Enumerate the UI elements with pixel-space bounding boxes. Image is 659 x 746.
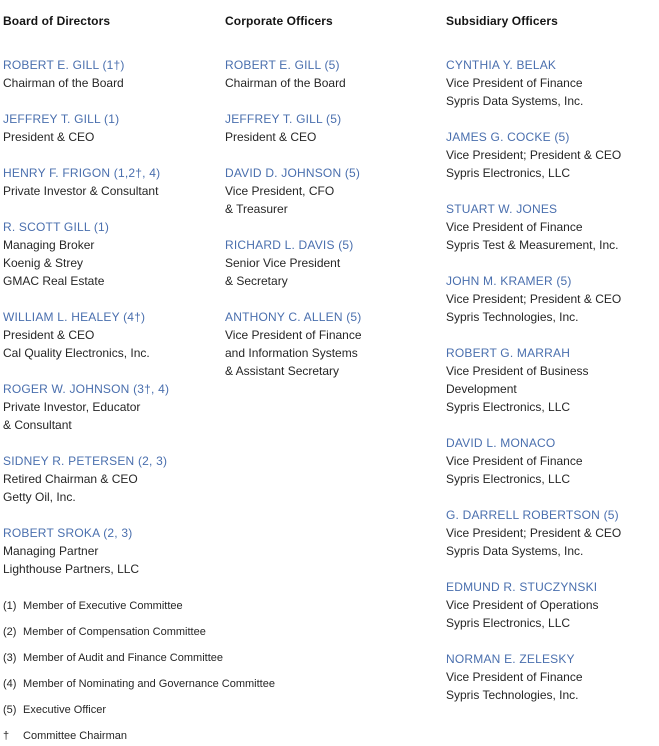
column-header-board-of-directors: Board of Directors — [3, 14, 111, 28]
officer-role-line: Vice President of Finance — [225, 328, 362, 342]
officer-name: HENRY F. FRIGON (1,2†, 4) — [3, 166, 161, 180]
officer-role-line: President & CEO — [3, 328, 95, 342]
officer-name: JAMES G. COCKE (5) — [446, 130, 570, 144]
officer-name: ROGER W. JOHNSON (3†, 4) — [3, 382, 170, 396]
officer-name: JEFFREY T. GILL (1) — [3, 112, 120, 126]
officer-name: JOHN M. KRAMER (5) — [446, 274, 572, 288]
officer-name: R. SCOTT GILL (1) — [3, 220, 110, 234]
officer-role-line: Sypris Technologies, Inc. — [446, 310, 579, 324]
officer-role-line: Private Investor, Educator — [3, 400, 141, 414]
officer-entry — [446, 344, 656, 416]
officer-role-line: Sypris Electronics, LLC — [446, 400, 571, 414]
footnote-text: Member of Executive Committee — [20, 600, 183, 612]
officer-entry — [3, 380, 215, 434]
officer-entry — [3, 218, 215, 290]
officer-name: ROBERT E. GILL (5) — [225, 58, 340, 72]
officer-role-line: Vice President of Finance — [446, 220, 583, 234]
officer-role-line: Cal Quality Electronics, Inc. — [3, 346, 150, 360]
officer-role-line: Managing Partner — [3, 544, 99, 558]
officer-role-line: Vice President; President & CEO — [446, 292, 622, 306]
footnote-line — [3, 676, 433, 693]
officer-entry — [3, 164, 215, 200]
officer-role-line: Sypris Electronics, LLC — [446, 166, 571, 180]
officer-role-line: Sypris Technologies, Inc. — [446, 688, 579, 702]
officer-role-line: Sypris Test & Measurement, Inc. — [446, 238, 619, 252]
officer-entry — [3, 452, 215, 506]
footnote-mark: (1) — [3, 600, 17, 612]
officer-name: SIDNEY R. PETERSEN (2, 3) — [3, 454, 168, 468]
officer-entry — [225, 308, 437, 380]
officer-name: ANTHONY C. ALLEN (5) — [225, 310, 362, 324]
officer-entry — [446, 506, 656, 560]
officer-role-line: & Secretary — [225, 274, 288, 288]
officer-role-line: Senior Vice President — [225, 256, 341, 270]
footnote-mark: (3) — [3, 652, 17, 664]
officer-role-line: Vice President of Finance — [446, 76, 583, 90]
officer-name: CYNTHIA Y. BELAK — [446, 58, 557, 72]
officer-entry — [3, 308, 215, 362]
officer-role-line: Private Investor & Consultant — [3, 184, 159, 198]
footnotes — [3, 598, 433, 746]
officer-role-line: Retired Chairman & CEO — [3, 472, 138, 486]
column-header-corporate-officers: Corporate Officers — [225, 14, 333, 28]
footnote-mark: (4) — [3, 678, 17, 690]
footnote-text: Member of Audit and Finance Committee — [20, 652, 223, 664]
footnote-text: Member of Compensation Committee — [20, 626, 206, 638]
officer-role-line: Vice President of Finance — [446, 670, 583, 684]
officer-role-line: & Consultant — [3, 418, 72, 432]
officer-entry — [446, 200, 656, 254]
officer-role-line: Sypris Electronics, LLC — [446, 472, 571, 486]
officer-role-line: Vice President; President & CEO — [446, 148, 622, 162]
officer-entry — [446, 650, 656, 704]
officer-entry — [3, 56, 215, 92]
officer-entry — [3, 524, 215, 578]
footnote-mark: † — [3, 730, 10, 742]
officer-name: DAVID D. JOHNSON (5) — [225, 166, 361, 180]
officer-name: STUART W. JONES — [446, 202, 558, 216]
officer-name: EDMUND R. STUCZYNSKI — [446, 580, 598, 594]
column-subsidiary-officers — [446, 12, 656, 722]
officer-name: ROBERT G. MARRAH — [446, 346, 571, 360]
officer-entry — [225, 56, 437, 92]
officer-role-line: Sypris Electronics, LLC — [446, 616, 571, 630]
column-header-subsidiary-officers: Subsidiary Officers — [446, 14, 558, 28]
officer-role-line: President & CEO — [3, 130, 95, 144]
officer-role-line: Koenig & Strey — [3, 256, 84, 270]
column-board-of-directors — [3, 12, 215, 596]
officer-entry — [225, 110, 437, 146]
officer-role-line: Managing Broker — [3, 238, 95, 252]
officer-entry — [446, 272, 656, 326]
officer-name: G. DARRELL ROBERTSON (5) — [446, 508, 619, 522]
officer-entry — [225, 164, 437, 218]
officer-role-line: Chairman of the Board — [3, 76, 124, 90]
footnote-line — [3, 728, 433, 745]
officer-name: DAVID L. MONACO — [446, 436, 556, 450]
officer-role-line: Sypris Data Systems, Inc. — [446, 94, 584, 108]
officer-entry — [446, 578, 656, 632]
officer-role-line: Chairman of the Board — [225, 76, 346, 90]
officer-role-line: Development — [446, 382, 517, 396]
officer-name: ROBERT SROKA (2, 3) — [3, 526, 133, 540]
officer-role-line: Sypris Data Systems, Inc. — [446, 544, 584, 558]
board-entries — [3, 56, 215, 578]
officer-role-line: President & CEO — [225, 130, 317, 144]
footnote-text: Member of Nominating and Governance Committee — [20, 678, 275, 690]
footnote-line — [3, 650, 433, 667]
footnote-text: Committee Chairman — [20, 730, 127, 742]
officer-entry — [446, 434, 656, 488]
officer-entry — [446, 128, 656, 182]
officer-role-line: & Assistant Secretary — [225, 364, 340, 378]
officer-role-line: Lighthouse Partners, LLC — [3, 562, 140, 576]
officer-role-line: Getty Oil, Inc. — [3, 490, 76, 504]
officer-name: ROBERT E. GILL (1†) — [3, 58, 125, 72]
officer-role-line: Vice President, CFO — [225, 184, 335, 198]
officer-role-line: Vice President of Business — [446, 364, 589, 378]
officer-role-line: & Treasurer — [225, 202, 288, 216]
officer-role-line: Vice President of Finance — [446, 454, 583, 468]
officer-name: RICHARD L. DAVIS (5) — [225, 238, 354, 252]
footnote-line — [3, 702, 433, 719]
officer-name: WILLIAM L. HEALEY (4†) — [3, 310, 146, 324]
footnote-mark: (2) — [3, 626, 17, 638]
officer-role-line: and Information Systems — [225, 346, 358, 360]
officer-entry — [3, 110, 215, 146]
footnote-line — [3, 598, 433, 615]
officer-role-line: GMAC Real Estate — [3, 274, 105, 288]
footnote-text: Executive Officer — [20, 704, 106, 716]
subsidiary-entries — [446, 56, 656, 704]
footnote-line — [3, 624, 433, 641]
officer-entry — [225, 236, 437, 290]
officer-role-line: Vice President of Operations — [446, 598, 599, 612]
officer-role-line: Vice President; President & CEO — [446, 526, 622, 540]
officer-entry — [446, 56, 656, 110]
footnote-mark: (5) — [3, 704, 17, 716]
corporate-entries — [225, 56, 437, 380]
officer-name: JEFFREY T. GILL (5) — [225, 112, 342, 126]
column-corporate-officers — [225, 12, 437, 398]
officer-name: NORMAN E. ZELESKY — [446, 652, 575, 666]
